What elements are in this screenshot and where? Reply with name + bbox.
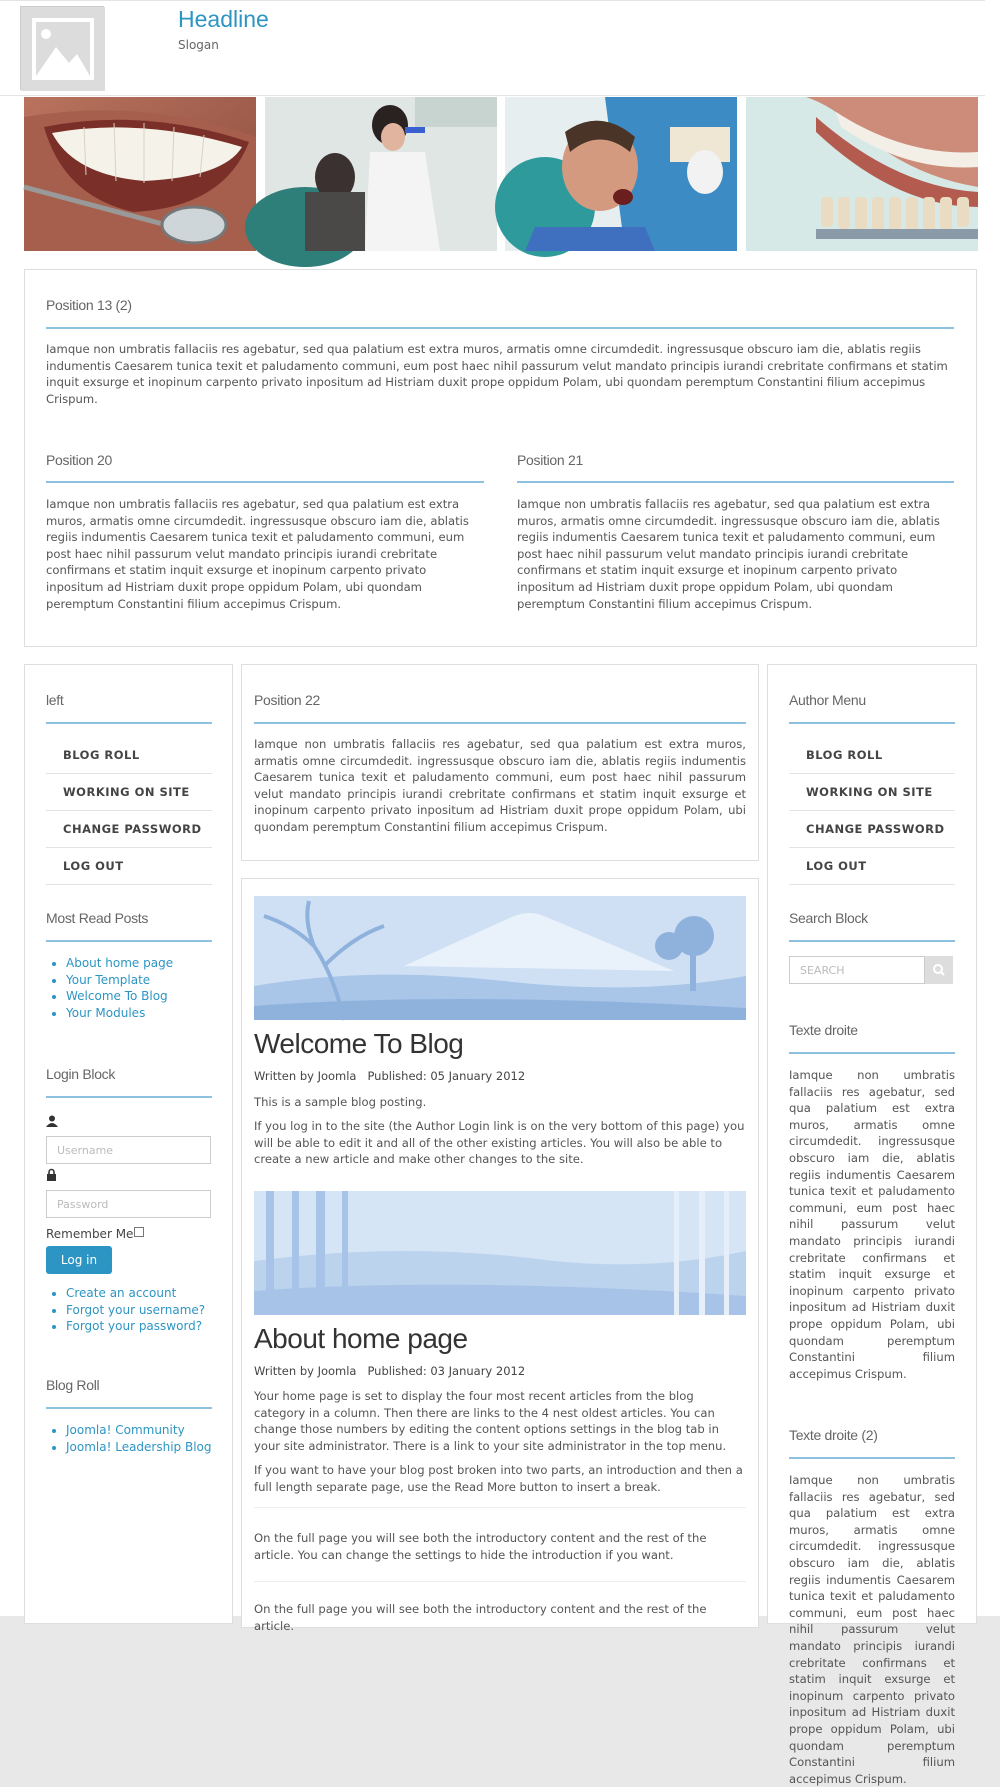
left-menu-title: left <box>46 692 64 708</box>
article-title[interactable]: About home page <box>254 1323 468 1354</box>
divider <box>254 1507 746 1508</box>
search-block-underline <box>789 940 955 942</box>
left-menu-item-change-password[interactable]: CHANGE PASSWORD <box>46 811 212 848</box>
blog-roll-title: Blog Roll <box>46 1377 100 1393</box>
most-read-link[interactable]: About home page <box>66 956 174 970</box>
texte-droite2-underline <box>789 1457 955 1459</box>
login-underline <box>46 1096 212 1098</box>
author-menu-item-working-on-site[interactable]: WORKING ON SITE <box>789 774 955 811</box>
left-menu <box>46 737 212 885</box>
position13-title: Position 13 (2) <box>46 297 132 313</box>
blog-roll-link[interactable]: Joomla! Community <box>66 1423 185 1437</box>
article-date: Published: 03 January 2012 <box>367 1364 526 1378</box>
password-input[interactable]: Password <box>46 1190 211 1218</box>
texte-droite-underline <box>789 1052 955 1054</box>
create-account-link[interactable]: Create an account <box>66 1286 177 1300</box>
forgot-username-link[interactable]: Forgot your username? <box>66 1302 206 1317</box>
search-input[interactable]: SEARCH <box>789 956 925 984</box>
site-headline[interactable]: Headline <box>178 6 269 32</box>
position21-underline <box>517 481 954 483</box>
most-read-link[interactable]: Welcome To Blog <box>66 989 168 1004</box>
article-paragraph: This is a sample blog posting. <box>254 1095 427 1109</box>
texte-droite-text: Iamque non umbratis fallaciis res agebatur, sed qua palatium est extra muros, armatis omne circumdedit. ingressusque obscuro iam die, ablatis regiis indumentis Caesarem tunica texit et paludamento communi, eum post haec nihil passurum velut mandato principis iurandi crebritate confirmans et statim inquit exsurge et inopinum carpento privato inpositum ad Histriam duxit prope oppidum Polam, ubi quondam peremptum Constantini filium accepimus Crispum. <box>789 1068 955 1381</box>
username-input[interactable]: Username <box>46 1136 211 1164</box>
article-paragraph: If you want to have your blog post broken into two parts, an introduction and then a full length separate page, use the Read More button to insert a break. <box>254 1463 743 1494</box>
search-block-title: Search Block <box>789 910 868 926</box>
article-paragraph: On the full page you will see both the introductory content and the rest of the article. <box>254 1602 707 1633</box>
texte-droite-title: Texte droite <box>789 1022 858 1038</box>
banner-image-smile <box>24 97 256 251</box>
left-menu-item-blog-roll[interactable]: BLOG ROLL <box>46 737 212 774</box>
most-read-item[interactable] <box>66 972 212 989</box>
left-menu-item-log-out[interactable]: LOG OUT <box>46 848 212 885</box>
article-paragraph: On the full page you will see both the introductory content and the rest of the article. You can change the settings to hide the introduction if you want. <box>254 1531 707 1562</box>
article-title[interactable]: Welcome To Blog <box>254 1028 464 1059</box>
article-image-bamboo <box>254 1191 746 1315</box>
lock-icon <box>46 1169 57 1184</box>
left-sidebar <box>24 664 233 1624</box>
author-menu-item-log-out[interactable]: LOG OUT <box>789 848 955 885</box>
texte-droite2-text: Iamque non umbratis fallaciis res agebatur, sed qua palatium est extra muros, armatis omne circumdedit. ingressusque obscuro iam die, ablatis regiis indumentis Caesarem tunica texit et paludamento communi, eum post haec nihil passurum velut mandato principis iurandi crebritate confirmans et statim inquit exsurge et inopinum carpento privato inpositum ad Histriam duxit prope oppidum Polam, ubi quondam peremptum Constantini filium accepimus Crispum. <box>789 1473 955 1786</box>
login-link-item[interactable] <box>66 1285 212 1302</box>
article-author: Written by Joomla <box>254 1069 357 1083</box>
author-menu-item-blog-roll[interactable]: BLOG ROLL <box>789 737 955 774</box>
banner-image-shade-guide <box>746 97 978 251</box>
most-read-list <box>46 955 212 1021</box>
article-meta <box>254 1069 525 1083</box>
blog-articles-box <box>241 878 759 1633</box>
blog-roll-item[interactable] <box>66 1422 212 1439</box>
position20-title: Position 20 <box>46 452 112 468</box>
login-title: Login Block <box>46 1066 116 1082</box>
most-read-item[interactable] <box>66 955 212 972</box>
banner-image-patient <box>505 97 737 251</box>
left-menu-item-working-on-site[interactable]: WORKING ON SITE <box>46 774 212 811</box>
author-menu <box>789 737 955 885</box>
position13-underline <box>46 327 954 329</box>
divider <box>254 1581 746 1582</box>
search-button[interactable] <box>925 956 953 984</box>
texte-droite2-title: Texte droite (2) <box>789 1427 878 1443</box>
left-menu-underline <box>46 722 212 724</box>
most-read-title: Most Read Posts <box>46 910 149 926</box>
logo-placeholder[interactable] <box>20 6 104 90</box>
position22-title: Position 22 <box>254 692 320 708</box>
position22-text: Iamque non umbratis fallaciis res agebatur, sed qua palatium est extra muros, armatis omne circumdedit. ingressusque obscuro iam die, ablatis regiis indumentis Caesarem tunica texit et paludamento communi, eum post haec nihil passurum velut mandato principis iurandi crebritate confirmans et statim inquit exsurge et inopinum carpento privato inpositum ad Histriam duxit prope oppidum Polam, ubi quondam peremptum Constantini filium accepimus Crispum. <box>254 737 746 834</box>
banner-image-dentist <box>265 97 497 251</box>
right-sidebar <box>767 664 977 1786</box>
article-paragraph: Your home page is set to display the four most recent articles from the blog category in a column. Then there are links to the 4 nest oldest articles. You can change those numbers by editing the content options settings in the blog tab in your site administrator. There is a link to your site administrator in the top menu. <box>254 1389 727 1453</box>
most-read-link[interactable]: Your Template <box>66 972 151 987</box>
blog-roll-underline <box>46 1407 212 1409</box>
blog-roll-link[interactable]: Joomla! Leadership Blog <box>66 1439 212 1454</box>
article-image-mountain <box>254 896 746 1020</box>
login-link-item[interactable] <box>66 1302 212 1319</box>
position13-text: Iamque non umbratis fallaciis res agebatur, sed qua palatium est extra muros, armatis omne circumdedit. ingressusque obscuro iam die, ablatis regiis indumentis Caesarem tunica texit et paludamento communi, eum post haec nihil passurum velut mandato principis iurandi crebritate confirmans et statim inquit exsurge et inopinum carpento privato inpositum ad Histriam duxit prope oppidum Polam, ubi quondam peremptum Constantini filium accepimus Crispum. <box>46 342 948 406</box>
most-read-item[interactable] <box>66 1005 212 1022</box>
remember-me-checkbox[interactable] <box>134 1227 144 1237</box>
position21-title: Position 21 <box>517 452 583 468</box>
author-menu-item-change-password[interactable]: CHANGE PASSWORD <box>789 811 955 848</box>
position22-underline <box>254 722 746 724</box>
top-modules-box <box>24 269 977 647</box>
remember-me-label: Remember Me <box>46 1227 134 1241</box>
blog-roll-item[interactable] <box>66 1439 212 1456</box>
most-read-item[interactable] <box>66 988 212 1005</box>
user-icon <box>46 1115 58 1130</box>
login-links <box>46 1285 212 1335</box>
article-meta <box>254 1364 525 1378</box>
author-menu-underline <box>789 722 955 724</box>
article-date: Published: 05 January 2012 <box>367 1069 526 1083</box>
author-menu-title: Author Menu <box>789 692 866 708</box>
search-icon <box>925 956 953 984</box>
position20-underline <box>46 481 484 483</box>
image-placeholder-icon <box>21 7 105 91</box>
most-read-link[interactable]: Your Modules <box>66 1005 146 1020</box>
forgot-password-link[interactable]: Forgot your password? <box>66 1319 203 1334</box>
position21-text: Iamque non umbratis fallaciis res agebatur, sed qua palatium est extra muros, armatis omne circumdedit. ingressusque obscuro iam die, ablatis regiis indumentis Caesarem tunica texit et paludamento communi, eum post haec nihil passurum velut mandato principis iurandi crebritate confirmans et statim inquit exsurge et inopinum carpento privato inpositum ad Histriam duxit prope oppidum Polam, ubi quondam peremptum Constantini filium accepimus Crispum. <box>517 497 940 611</box>
blog-roll-list <box>46 1422 212 1455</box>
login-button[interactable]: Log in <box>46 1246 112 1274</box>
most-read-underline <box>46 940 212 942</box>
position22-box <box>241 664 759 861</box>
site-header <box>0 0 985 96</box>
site-slogan: Slogan <box>178 38 219 52</box>
article-paragraph: If you log in to the site (the Author Login link is on the very bottom of this page) you will be able to edit it and all of the other existing articles. You will also be able to create a new article and make other changes to the site. <box>254 1119 745 1167</box>
login-link-item[interactable] <box>66 1318 212 1335</box>
article-author: Written by Joomla <box>254 1364 357 1378</box>
position20-text: Iamque non umbratis fallaciis res agebatur, sed qua palatium est extra muros, armatis omne circumdedit. ingressusque obscuro iam die, ablatis regiis indumentis Caesarem tunica texit et paludamento communi, eum post haec nihil passurum velut mandato principis iurandi crebritate confirmans et statim inquit exsurge et inopinum carpento privato inpositum ad Histriam duxit prope oppidum Polam, ubi quondam peremptum Constantini filium accepimus Crispum. <box>46 497 469 611</box>
